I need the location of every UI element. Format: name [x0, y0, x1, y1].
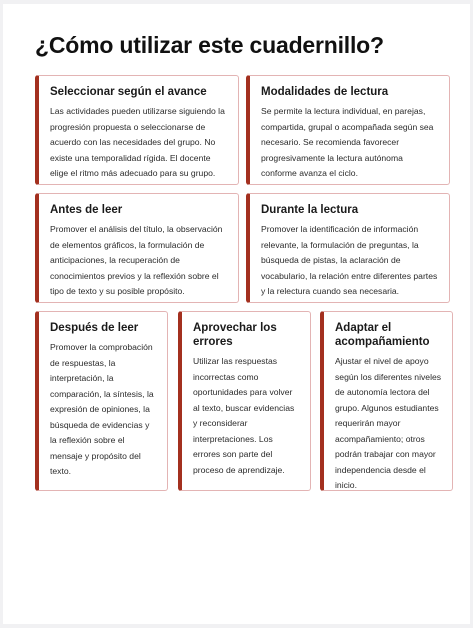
card-title: Seleccionar según el avance — [50, 86, 207, 98]
card-adaptar-acompanamiento — [320, 311, 453, 491]
card-title: Antes de leer — [50, 204, 123, 216]
card-modalidades-lectura — [246, 75, 450, 185]
card-seleccionar-segun-avance — [35, 75, 239, 185]
card-text: Se permite la lectura individual, en parejas, compartida, grupal o acompañada según sea necesario. Se recomienda favorecer progresivamente la lectura autónoma conforme avanza el ciclo. — [261, 106, 434, 178]
card-title: Adaptar el acompañamiento — [335, 322, 430, 348]
card-text: Promover el análisis del título, la observación de elementos gráficos, la formulación de anticipaciones, la recuperación de conocimientos previos y la reflexión sobre el tipo de texto y su posible propósito. — [50, 224, 223, 296]
card-title: Durante la lectura — [261, 204, 359, 216]
card-title: Después de leer — [50, 322, 139, 334]
document-page — [3, 4, 470, 624]
card-despues-de-leer — [35, 311, 168, 491]
card-text: Ajustar el nivel de apoyo según los diferentes niveles de autonomía lectora del grupo. Algunos estudiantes requerirán mayor acompañamiento; otros podrán trabajar con mayor independencia desde el inicio. — [335, 356, 442, 490]
card-aprovechar-errores — [178, 311, 311, 491]
page-title: ¿Cómo utilizar este cuadernillo? — [35, 32, 384, 58]
card-text: Utilizar las respuestas incorrectas como oportunidades para volver al texto, buscar evidencias y reconsiderar interpretaciones. Los errores son parte del proceso de aprendizaje. — [193, 356, 295, 475]
card-title: Modalidades de lectura — [261, 86, 389, 98]
card-title: Aprovechar los errores — [193, 322, 277, 348]
card-durante-la-lectura — [246, 193, 450, 303]
card-text: Las actividades pueden utilizarse siguiendo la progresión propuesta o seleccionarse de acuerdo con las necesidades del grupo. No existe una temporalidad rígida. El docente elige el ritmo más adecuado para su grupo. — [50, 106, 225, 178]
card-text: Promover la identificación de información relevante, la formulación de preguntas, la búsqueda de pistas, la aclaración de vocabulario, la relación entre diferentes partes y la relectura cuando sea necesaria. — [261, 224, 438, 296]
card-text: Promover la comprobación de respuestas, la interpretación, la comparación, la síntesis, la expresión de opiniones, la búsqueda de evidencias y la reflexión sobre el mensaje y propósito del texto. — [50, 342, 154, 476]
card-antes-de-leer — [35, 193, 239, 303]
